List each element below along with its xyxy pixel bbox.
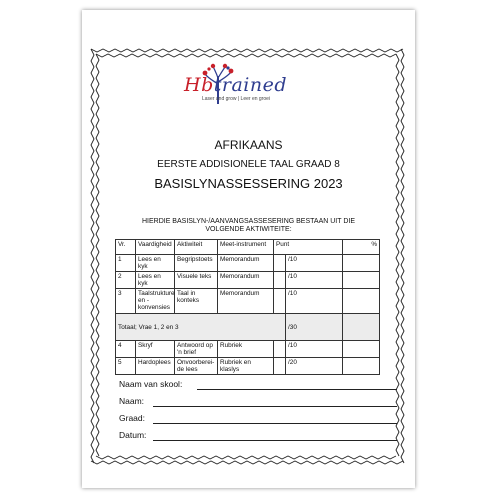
header-percent: % [343, 240, 380, 255]
subject-heading: AFRIKAANS [214, 138, 283, 152]
intro-line-1: HIERDIE BASISLYN-/AANVANGSASSESERING BESTAAN UIT DIE [141, 218, 356, 225]
total-mark: /30 [286, 314, 343, 341]
school-name-label: Naam van skool: [119, 379, 183, 389]
row-activity: Visuele teks [175, 272, 218, 289]
row-skill: Skryf [136, 341, 175, 358]
border-zigzag-line [91, 49, 403, 52]
row-activity: Taal in konteks [175, 289, 218, 314]
grade-line[interactable] [153, 423, 397, 424]
row-instrument: Memorandum [218, 289, 274, 314]
header-nr: Vr. [116, 240, 136, 255]
row-nr: 3 [116, 289, 136, 314]
table-total-row [116, 314, 380, 341]
row-percent [343, 358, 380, 375]
row-skill: Taalstrukture en - konvensies [136, 289, 175, 314]
table-row [116, 289, 380, 314]
learner-name-line[interactable] [153, 406, 397, 407]
learner-name-label: Naam: [119, 396, 145, 406]
row-percent [343, 255, 380, 272]
border-zigzag-line [91, 49, 94, 463]
row-nr: 5 [116, 358, 136, 375]
row-skill: Lees en kyk [136, 255, 175, 272]
intro-text [82, 218, 415, 234]
grade-field[interactable] [119, 413, 145, 423]
header-skill: Vaardigheid [136, 240, 175, 255]
logo-text-suffix: trained [213, 74, 287, 96]
total-label: Totaal; Vrae 1, 2 en 3 [116, 314, 286, 341]
worksheet-page [82, 10, 415, 488]
row-skill: Hardoplees [136, 358, 175, 375]
school-name-line[interactable] [197, 389, 397, 390]
table-row [116, 358, 380, 375]
row-mark: /10 [286, 272, 343, 289]
table-header-row [116, 240, 380, 255]
border-zigzag-line [401, 49, 404, 463]
row-mark: /20 [286, 358, 343, 375]
row-instrument: Rubriek [218, 341, 274, 358]
row-nr: 2 [116, 272, 136, 289]
border-zigzag-line [91, 461, 403, 464]
logo-text-prefix: Hb [184, 74, 214, 96]
border-zigzag-line [96, 54, 99, 456]
row-activity: Antwoord op 'n brief [175, 341, 218, 358]
row-percent [343, 289, 380, 314]
row-activity: Begripstoets [175, 255, 218, 272]
date-label: Datum: [119, 430, 147, 440]
row-percent [343, 272, 380, 289]
row-mark: /10 [286, 255, 343, 272]
header-points: Punt [274, 240, 343, 255]
row-blank [274, 255, 286, 272]
assessment-table [115, 239, 380, 375]
row-activity: Onvoorberei-de lees [175, 358, 218, 375]
border-zigzag-line [96, 54, 396, 57]
row-nr: 4 [116, 341, 136, 358]
table-row [116, 341, 380, 358]
date-field[interactable] [119, 430, 146, 440]
row-instrument: Rubriek en klaslys [218, 358, 274, 375]
row-percent [343, 341, 380, 358]
level-heading: EERSTE ADDISIONELE TAAL GRAAD 8 [157, 159, 340, 170]
header-activity: Aktiwiteit [175, 240, 218, 255]
table-row [116, 272, 380, 289]
logo-tagline: Laser and grow | Leer en groei [202, 96, 271, 102]
border-zigzag-line [396, 54, 399, 456]
row-instrument: Memorandum [218, 272, 274, 289]
row-blank [274, 341, 286, 358]
row-blank [274, 358, 286, 375]
learner-name-field[interactable] [119, 396, 144, 406]
row-blank [274, 272, 286, 289]
grade-label: Graad: [119, 413, 145, 423]
total-percent [343, 314, 380, 341]
row-instrument: Memorandum [218, 255, 274, 272]
row-mark: /10 [286, 289, 343, 314]
row-blank [274, 289, 286, 314]
table-row [116, 255, 380, 272]
border-zigzag-line [96, 456, 396, 459]
header-instrument: Meet-instrument [218, 240, 274, 255]
document-title: BASISLYNASSESSERING 2023 [154, 176, 343, 191]
intro-line-2: VOLGENDE AKTIWITEITE: [205, 226, 292, 233]
row-nr: 1 [116, 255, 136, 272]
row-skill: Lees en kyk [136, 272, 175, 289]
row-mark: /10 [286, 341, 343, 358]
date-line[interactable] [153, 440, 397, 441]
school-name-field[interactable] [119, 379, 182, 389]
